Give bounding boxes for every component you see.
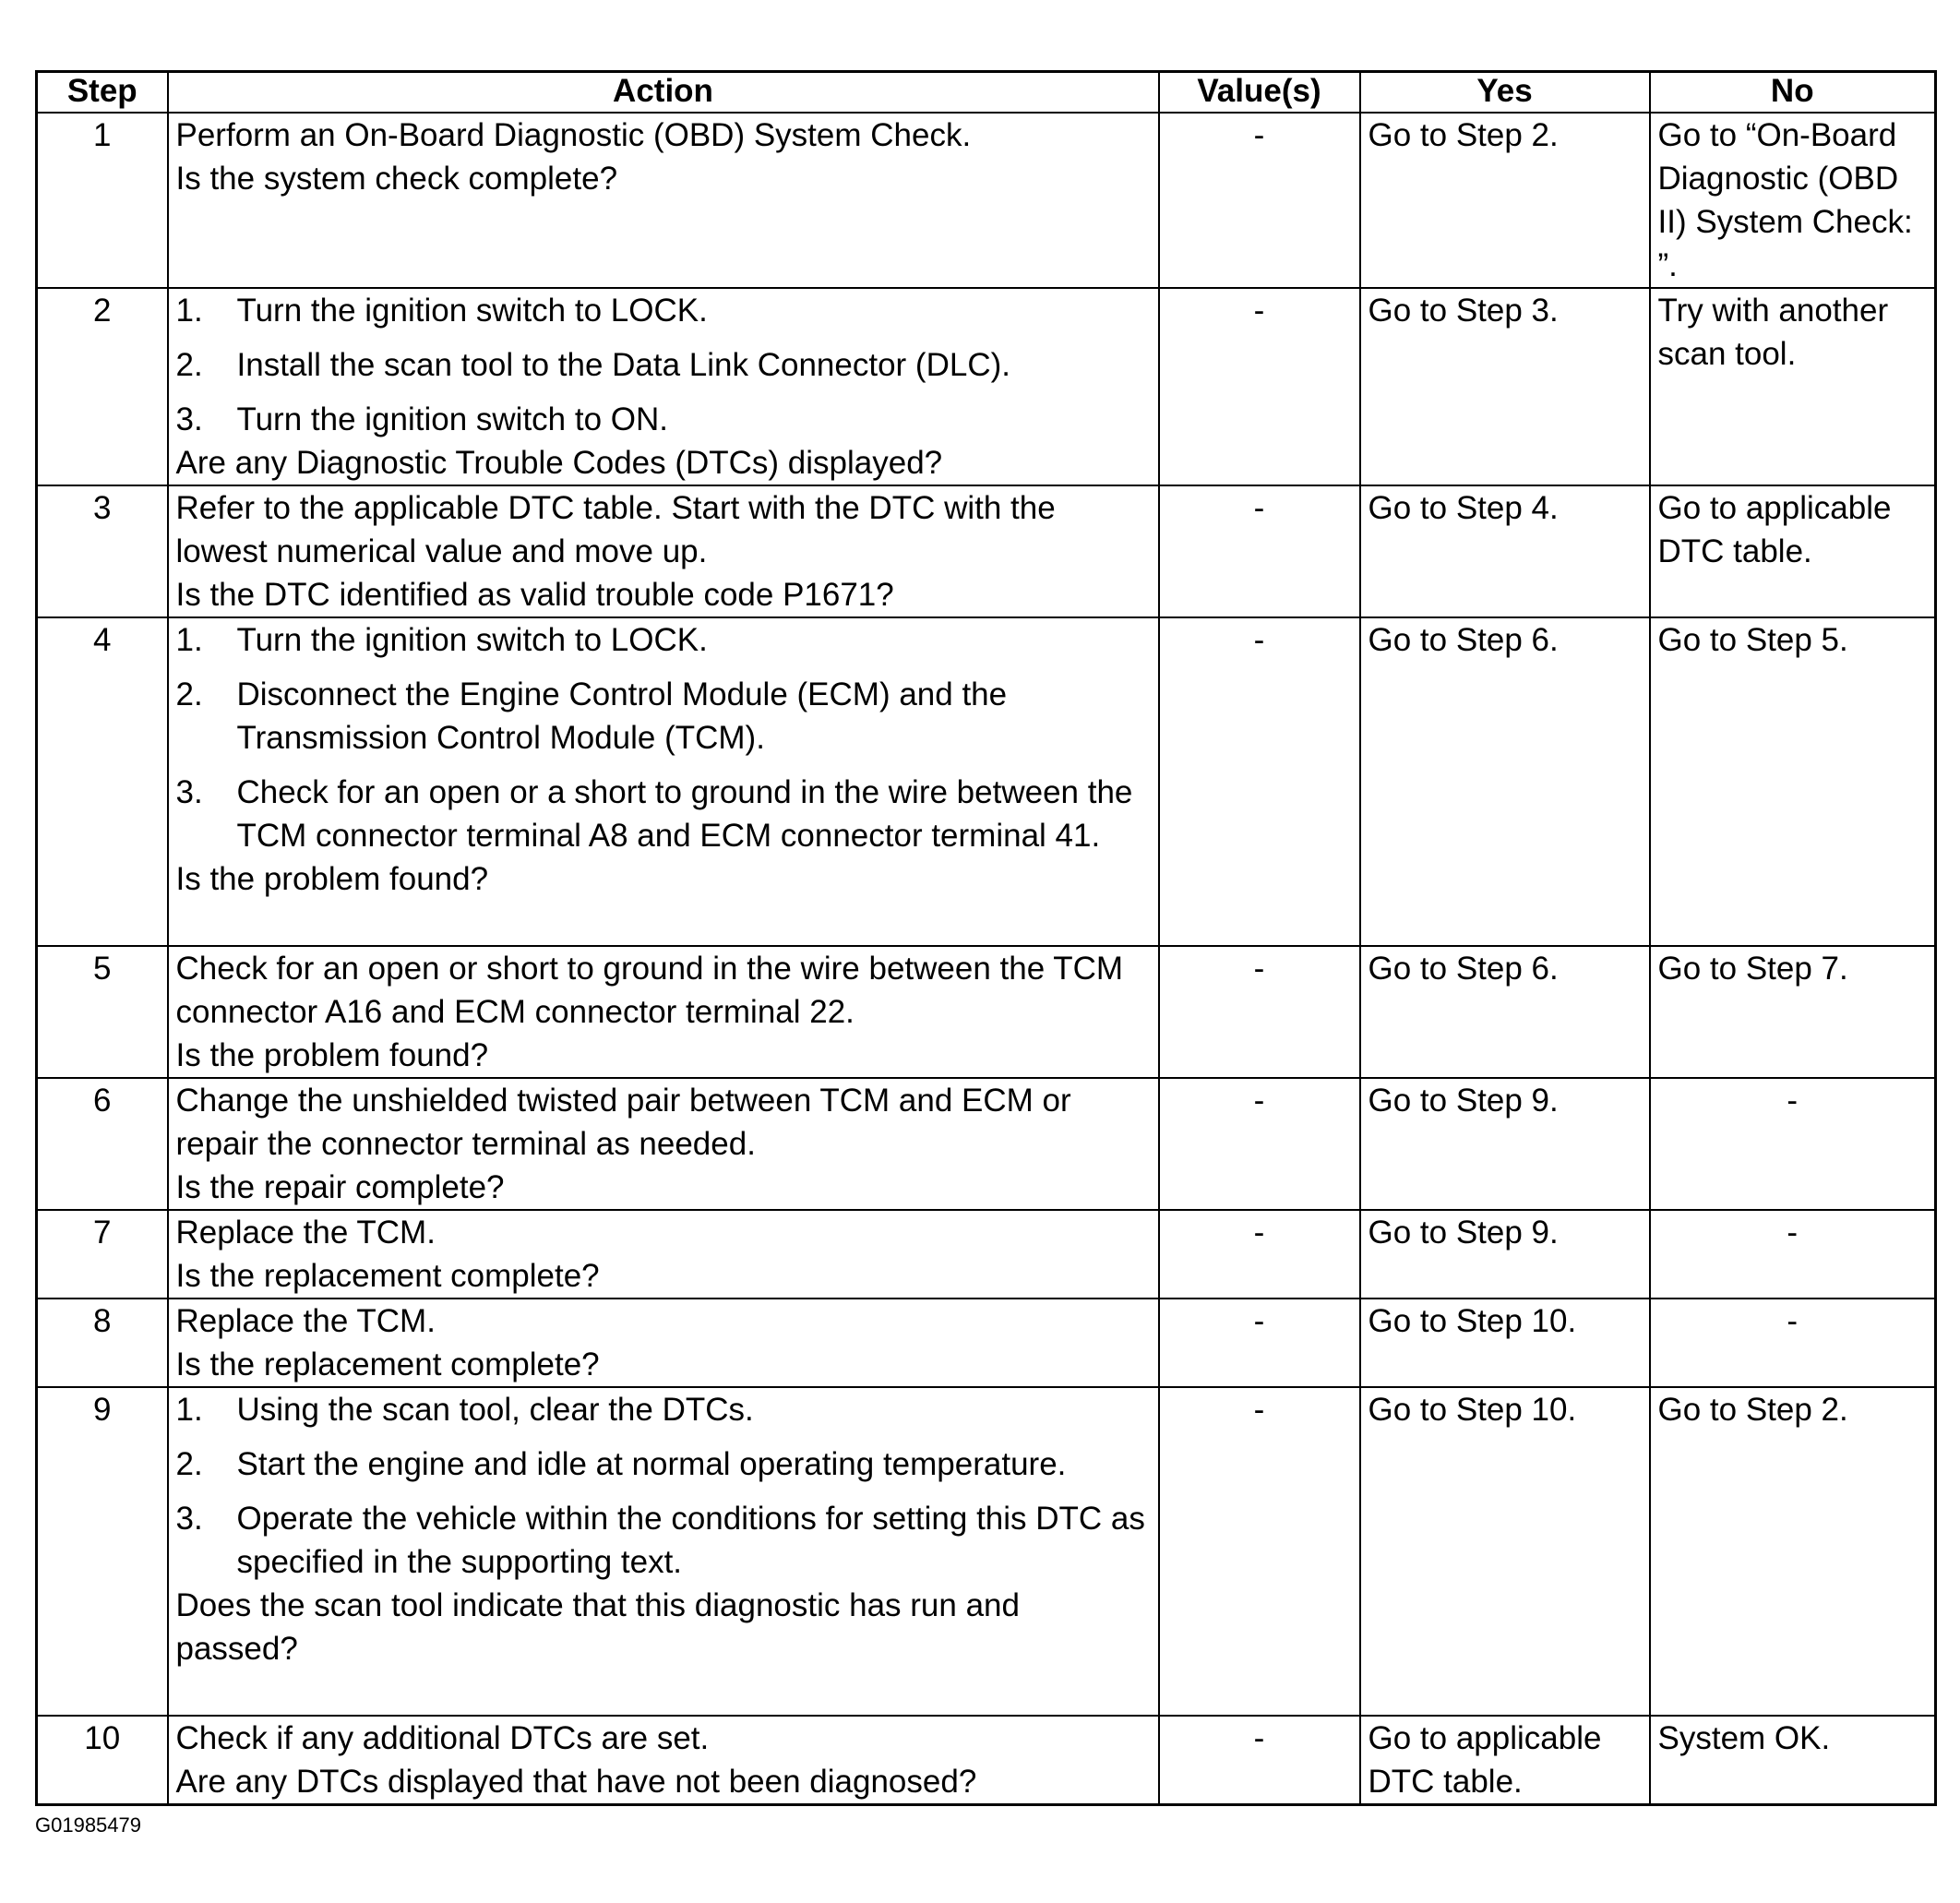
no-cell: Go to “On-Board Diagnostic (OBD II) System Check: ”. — [1650, 113, 1936, 288]
substep-text: Turn the ignition switch to LOCK. — [236, 292, 708, 329]
diagnostic-table — [35, 70, 1937, 1806]
yes-cell: Go to applicable DTC table. — [1360, 1716, 1650, 1805]
action-question: Are any DTCs displayed that have not been diagnosed? — [175, 1763, 977, 1800]
value-cell: - — [1159, 946, 1360, 1078]
step-number: 1 — [37, 113, 168, 288]
step-number: 7 — [37, 1210, 168, 1299]
table-row — [37, 1210, 1936, 1299]
action-cell — [168, 1210, 1159, 1299]
action-question: Is the replacement complete? — [175, 1346, 600, 1382]
step-number: 5 — [37, 946, 168, 1078]
no-cell: System OK. — [1650, 1716, 1936, 1805]
value-cell: - — [1159, 1716, 1360, 1805]
action-text: Replace the TCM. — [175, 1302, 436, 1339]
no-cell: Go to Step 5. — [1650, 617, 1936, 946]
yes-cell: Go to Step 2. — [1360, 113, 1650, 288]
yes-cell: Go to Step 4. — [1360, 485, 1650, 617]
no-cell: Try with another scan tool. — [1650, 288, 1936, 485]
step-number: 2 — [37, 288, 168, 485]
table-row — [37, 946, 1936, 1078]
action-cell — [168, 288, 1159, 485]
table-row — [37, 485, 1936, 617]
table-row — [37, 617, 1936, 946]
action-cell — [168, 617, 1159, 946]
substep — [176, 289, 1151, 332]
action-cell — [168, 1716, 1159, 1805]
substep-number: 3. — [175, 773, 203, 810]
no-cell: - — [1650, 1210, 1936, 1299]
action-cell — [168, 113, 1159, 288]
yes-cell: Go to Step 9. — [1360, 1078, 1650, 1210]
substep-number: 2. — [175, 676, 203, 712]
step-number: 3 — [37, 485, 168, 617]
action-text: Replace the TCM. — [175, 1214, 436, 1251]
substep-text: Using the scan tool, clear the DTCs. — [236, 1391, 754, 1428]
table-row — [37, 1078, 1936, 1210]
substep-text: Install the scan tool to the Data Link Connector (DLC). — [236, 346, 1010, 383]
figure-id-label: G01985479 — [35, 1813, 141, 1837]
substep — [176, 398, 1151, 441]
step-number: 6 — [37, 1078, 168, 1210]
substep — [176, 1497, 1151, 1584]
action-substeps — [176, 1388, 1151, 1584]
action-question: Does the scan tool indicate that this diagnostic has run and passed? — [175, 1586, 1020, 1667]
action-cell — [168, 1299, 1159, 1387]
yes-cell: Go to Step 10. — [1360, 1299, 1650, 1387]
substep — [176, 1388, 1151, 1431]
yes-cell: Go to Step 9. — [1360, 1210, 1650, 1299]
action-question: Is the problem found? — [175, 1036, 489, 1073]
action-cell — [168, 485, 1159, 617]
substep-text: Disconnect the Engine Control Module (ECM) and the Transmission Control Module (TCM). — [236, 676, 1008, 756]
substep — [176, 618, 1151, 662]
substep-text: Turn the ignition switch to ON. — [236, 401, 669, 437]
substep — [176, 343, 1151, 387]
action-question: Is the problem found? — [175, 860, 489, 897]
header-action: Action — [168, 72, 1159, 113]
no-cell: Go to applicable DTC table. — [1650, 485, 1936, 617]
substep-number: 1. — [175, 292, 203, 329]
action-question: Is the repair complete? — [175, 1168, 505, 1205]
value-cell: - — [1159, 1078, 1360, 1210]
value-cell: - — [1159, 113, 1360, 288]
header-no: No — [1650, 72, 1936, 113]
table-row — [37, 113, 1936, 288]
value-cell: - — [1159, 1299, 1360, 1387]
header-values: Value(s) — [1159, 72, 1360, 113]
substep-number: 2. — [175, 346, 203, 383]
header-step: Step — [37, 72, 168, 113]
action-question: Are any Diagnostic Trouble Codes (DTCs) displayed? — [175, 444, 943, 481]
no-cell: Go to Step 7. — [1650, 946, 1936, 1078]
action-cell — [168, 946, 1159, 1078]
substep-number: 1. — [175, 1391, 203, 1428]
yes-cell: Go to Step 10. — [1360, 1387, 1650, 1716]
substep — [176, 673, 1151, 760]
value-cell: - — [1159, 288, 1360, 485]
action-question: Is the replacement complete? — [175, 1257, 600, 1294]
action-text: Check for an open or short to ground in the wire between the TCM connector A16 and ECM connector terminal 22. — [175, 950, 1124, 1030]
substep — [176, 1442, 1151, 1486]
action-substeps — [176, 289, 1151, 441]
yes-cell: Go to Step 6. — [1360, 946, 1650, 1078]
action-cell — [168, 1078, 1159, 1210]
header-row — [37, 72, 1936, 113]
substep — [176, 771, 1151, 857]
substep-text: Start the engine and idle at normal operating temperature. — [236, 1445, 1067, 1482]
header-yes: Yes — [1360, 72, 1650, 113]
substep-text: Operate the vehicle within the conditions for setting this DTC as specified in the supporting text. — [236, 1500, 1145, 1580]
table-row — [37, 1387, 1936, 1716]
substep-text: Check for an open or a short to ground in the wire between the TCM connector terminal A8 and ECM connector terminal 41. — [236, 773, 1133, 854]
substep-number: 2. — [175, 1445, 203, 1482]
value-cell: - — [1159, 1387, 1360, 1716]
action-cell — [168, 1387, 1159, 1716]
yes-cell: Go to Step 3. — [1360, 288, 1650, 485]
action-question: Is the DTC identified as valid trouble code P1671? — [175, 576, 894, 613]
no-cell: Go to Step 2. — [1650, 1387, 1936, 1716]
action-text: Check if any additional DTCs are set. — [175, 1719, 710, 1756]
substep-number: 3. — [175, 1500, 203, 1537]
yes-cell: Go to Step 6. — [1360, 617, 1650, 946]
table-row — [37, 1716, 1936, 1805]
table-row — [37, 288, 1936, 485]
substep-text: Turn the ignition switch to LOCK. — [236, 621, 708, 658]
substep-number: 3. — [175, 401, 203, 437]
no-cell: - — [1650, 1078, 1936, 1210]
action-question: Is the system check complete? — [175, 160, 618, 197]
value-cell: - — [1159, 485, 1360, 617]
substep-number: 1. — [175, 621, 203, 658]
step-number: 8 — [37, 1299, 168, 1387]
step-number: 10 — [37, 1716, 168, 1805]
step-number: 4 — [37, 617, 168, 946]
step-number: 9 — [37, 1387, 168, 1716]
no-cell: - — [1650, 1299, 1936, 1387]
action-text: Change the unshielded twisted pair between TCM and ECM or repair the connector terminal as needed. — [175, 1082, 1071, 1162]
action-substeps — [176, 618, 1151, 857]
action-text: Perform an On-Board Diagnostic (OBD) System Check. — [175, 116, 972, 153]
value-cell: - — [1159, 1210, 1360, 1299]
action-text: Refer to the applicable DTC table. Start with the DTC with the lowest numerical value and move up. — [175, 489, 1056, 569]
table-row — [37, 1299, 1936, 1387]
value-cell: - — [1159, 617, 1360, 946]
